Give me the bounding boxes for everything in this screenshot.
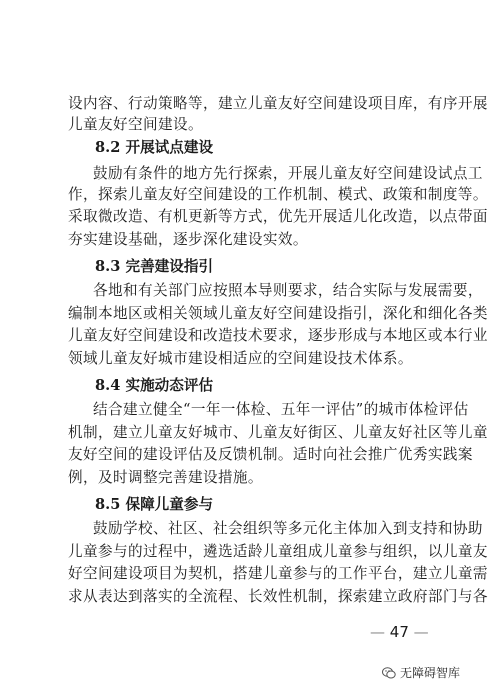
section-heading: 8.3 完善建设指引 (95, 258, 214, 275)
text-line: 领域儿童友好城市建设相适应的空间建设技术体系。 (68, 350, 413, 367)
text-line: 儿童友好空间建设和改造技术要求，逐步形成与本地区或本行业 (68, 327, 488, 344)
text-line: 设内容、行动策略等，建立儿童友好空间建设项目库，有序开展 (68, 95, 488, 112)
text-line: 机制，建立儿童友好城市、儿童友好街区、儿童友好社区等儿童 (68, 424, 488, 441)
wechat-icon (382, 666, 396, 680)
watermark (382, 664, 460, 682)
text-line: 儿童参与的过程中，遴选适龄儿童组成儿童参与组织，以儿童友 (68, 543, 488, 560)
text-line: 鼓励有条件的地方先行探索，开展儿童友好空间建设试点工 (93, 165, 483, 182)
text-line: 求从表达到落实的全流程、长效性机制，探索建立政府部门与各 (68, 588, 488, 605)
text-line: 儿童友好空间建设。 (68, 116, 203, 133)
watermark-text: 无障碍智库 (400, 666, 461, 680)
text-line: 结合建立健全“一年一体检、五年一评估”的城市体检评估 (93, 401, 469, 418)
page-number (370, 622, 429, 642)
text-line: 友好空间的建设评估及反馈机制。适时向社会推广优秀实践案 (68, 446, 473, 463)
text-line: 各地和有关部门应按照本导则要求，结合实际与发展需要， (93, 282, 483, 299)
text-line: 采取微改造、有机更新等方式，优先开展适儿化改造，以点带面 (68, 208, 488, 225)
text-line: 夯实建设基础，逐步深化建设实效。 (68, 231, 308, 248)
text-line: 鼓励学校、社区、社会组织等多元化主体加入到支持和协助 (93, 520, 483, 537)
text-line: 作，探索儿童友好空间建设的工作机制、模式、政策和制度等。 (68, 186, 488, 203)
section-heading: 8.4 实施动态评估 (95, 377, 214, 394)
text-line: 例，及时调整完善建设措施。 (68, 469, 263, 486)
text-line: 编制本地区或相关领域儿童友好空间建设指引，深化和细化各类 (68, 305, 488, 322)
text-line: 好空间建设项目为契机，搭建儿童参与的工作平台，建立儿童需 (68, 565, 488, 582)
page-number-value: 47 (389, 623, 409, 641)
page-number-dash-right: — (413, 623, 429, 641)
section-heading: 8.5 保障儿童参与 (95, 496, 214, 513)
page-number-dash-left: — (370, 623, 385, 641)
section-heading: 8.2 开展试点建设 (95, 139, 214, 156)
